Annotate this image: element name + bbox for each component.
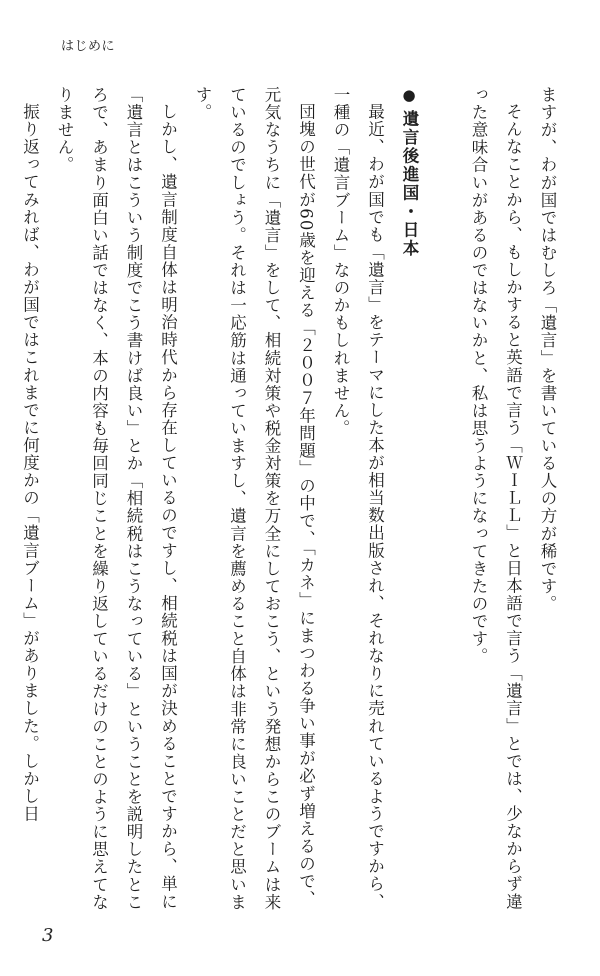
paragraph: しかし、遺言制度自体は明治時代から存在しているのですし、相続税は国が決めることですから、単に「遺言とはこういう制度でこう書けば良い」とか「相続税はこうなっている」ということを説明したところで、あまり面白い話ではなく、本の内容も毎回同じことを繰り返しているだけのことのように思えてなりません。 — [55, 86, 178, 911]
spacer-line — [426, 86, 461, 916]
section-heading — [392, 86, 427, 916]
running-head: はじめに — [61, 39, 116, 54]
paragraph: 団塊の世代が60歳を迎える「２００７年問題」の中で、「カネ」にまつわる争い事が必ず増えるので、元気なうちに「遺言」をして、相続対策や税金対策を万全にしておこう、という発想からこのブームは来ているのでしょう。それは一応筋は通っていますし、遺言を薦めること自体は非常に良いことだと思います。 — [193, 86, 316, 911]
page-number: 3 — [42, 925, 54, 946]
section-heading-text: 遺言後進国・日本 — [400, 110, 419, 258]
paragraph: そんなことから、もしかすると英語で言う「ＷＩＬＬ」と日本語で言う「遺言」とでは、少なからず違った意味合いがあるのではないかと、私は思うようになってきたのです。 — [469, 86, 523, 910]
body-text — [20, 86, 564, 916]
paragraph: 最近、わが国でも「遺言」をテーマにした本が相当数出版され、それなりに売れているようですから、一種の「遺言ブーム」なのかもしれません。 — [331, 86, 385, 910]
paragraph: 振り返ってみれば、わが国ではこれまでに何度かの「遺言ブーム」がありました。しかし日 — [20, 102, 40, 823]
bullet-icon: ● — [400, 86, 418, 106]
paragraph-continued: ますが、わが国ではむしろ「遺言」を書いている人の方が稀です。 — [538, 86, 557, 613]
